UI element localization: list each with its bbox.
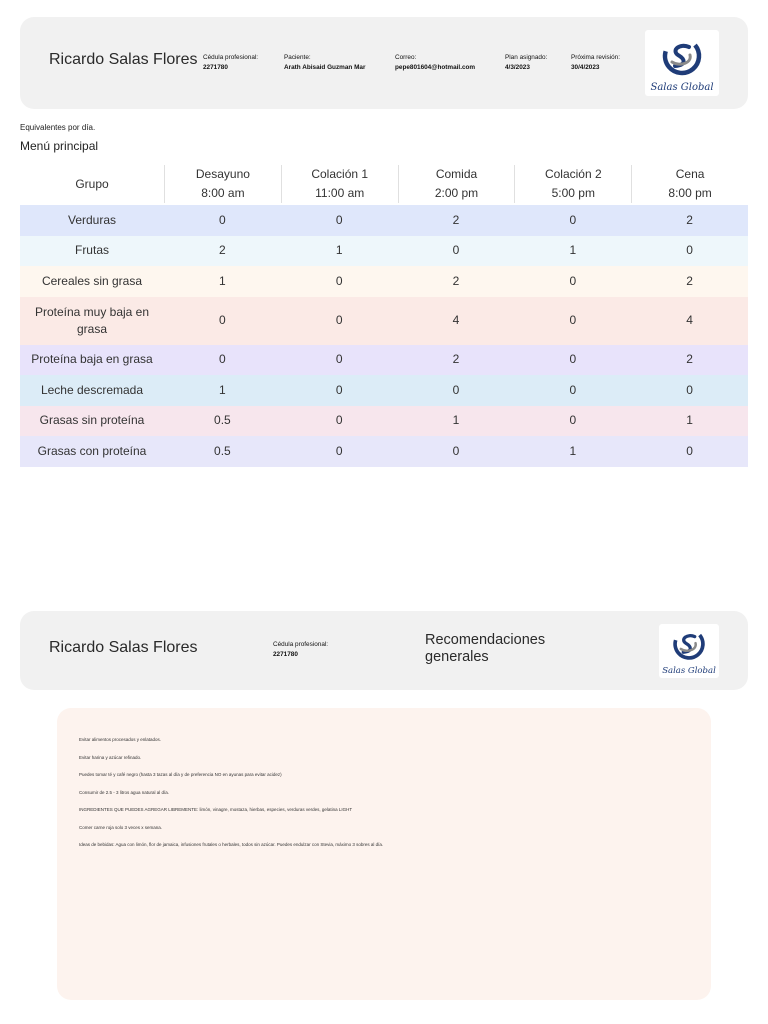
value-cell: 1: [686, 413, 693, 428]
salas-global-logo: [659, 624, 719, 678]
column-header: Colación 1 11:00 am: [281, 163, 398, 205]
value-cell: 0: [335, 212, 343, 227]
cedula-value: 2271780: [273, 651, 298, 658]
table-row: [20, 375, 748, 406]
value-cell: 0: [569, 273, 577, 288]
table-header-row: [20, 163, 748, 205]
logo-emblem-icon: [660, 34, 704, 78]
value-cell: 0: [452, 443, 460, 458]
value-cell: 1: [219, 273, 226, 288]
value-cell: 0: [335, 313, 343, 327]
paciente-value: Arath Abisaid Guzman Mar: [284, 64, 366, 71]
value-cell: 2: [686, 273, 693, 288]
group-cell: Grasas sin proteína: [39, 413, 145, 428]
paciente-field: [284, 53, 365, 73]
value-cell: 0: [686, 382, 693, 397]
group-cell: Grasas con proteína: [37, 443, 147, 458]
recommendations-title: Recomendaciones generales: [425, 632, 546, 665]
recommendation-item: INGREDIENTES QUE PUEDES AGREGAR LIBREMENTE: limón, vinagre, mostaza, hierbas, especies, verduras verdes, gelatina LIGHT: [79, 807, 353, 812]
doctor-name: Ricardo Salas Flores: [49, 639, 198, 656]
recommendation-item: Ideas de bebidas: Agua con limón, flor de jamaica, infusiones frutales o herbales, todos sin azúcar. Puedes endulzar con Stevia, máximo 3 sobres al día.: [79, 842, 384, 847]
column-header: Desayuno 8:00 am: [164, 163, 281, 205]
value-cell: 1: [452, 413, 460, 428]
column-header: Comida 2:00 pm: [398, 163, 515, 205]
value-cell: 2: [452, 212, 460, 227]
cedula-value: 2271780: [203, 64, 228, 71]
value-cell: 0: [335, 443, 343, 458]
logo-text: Salas Global: [662, 666, 716, 676]
value-cell: 0: [452, 382, 460, 397]
value-cell: 0.5: [214, 443, 231, 458]
plan-label: Plan asignado:: [505, 54, 548, 61]
revision-label: Próxima revisión:: [571, 54, 621, 61]
table-row: [20, 345, 748, 376]
value-cell: 0: [569, 382, 577, 397]
value-cell: 2: [219, 243, 226, 258]
value-cell: 4: [452, 313, 460, 327]
table-row: [20, 205, 748, 236]
value-cell: 0: [686, 443, 693, 458]
column-header: Colación 2 5:00 pm: [514, 163, 631, 205]
recommendation-item: Evitar alimentos procesados y enlatados.: [79, 737, 162, 742]
recommendation-item: Consumir de 2.5 - 3 litros agua natural al día.: [79, 789, 170, 795]
group-cell: Leche descremada: [40, 382, 144, 397]
group-cell: Proteína muy baja en grasa: [34, 304, 150, 336]
doctor-name: Ricardo Salas Flores: [49, 51, 198, 68]
value-cell: 0: [452, 243, 460, 258]
plan-field: [505, 53, 547, 73]
recommendation-item: Puedes tomar té y café negro (hasta 3 tazas al día y de preferencia NO en ayunas para evitar acidez): [79, 772, 282, 777]
value-cell: 4: [686, 313, 693, 327]
value-cell: 0: [686, 243, 693, 258]
value-cell: 0: [569, 212, 577, 227]
table-row: [20, 406, 748, 437]
revision-value: 30/4/2023: [571, 64, 600, 71]
recommendations-box: [57, 708, 711, 1000]
group-header: Grupo: [75, 176, 109, 191]
recommendation-item: Evitar harina y azúcar refinado.: [79, 754, 142, 760]
value-cell: 2: [686, 212, 693, 227]
recommendations-header: [20, 611, 748, 690]
value-cell: 1: [569, 243, 577, 258]
table-row: [20, 266, 748, 297]
group-cell: Cereales sin grasa: [41, 273, 143, 288]
value-cell: 0: [569, 352, 577, 367]
correo-value: pepe801604@hotmail.com: [395, 64, 476, 71]
group-cell: Proteína baja en grasa: [31, 352, 153, 367]
value-cell: 2: [686, 352, 693, 367]
value-cell: 0: [219, 212, 226, 227]
plan-value: 4/3/2023: [505, 64, 530, 71]
value-cell: 0: [335, 413, 343, 428]
group-cell: Frutas: [74, 243, 109, 258]
value-cell: 2: [452, 273, 460, 288]
recommendations-list: [79, 737, 383, 860]
doctor-header: [20, 17, 748, 109]
table-row: [20, 436, 748, 467]
revision-field: [571, 53, 620, 73]
correo-field: [395, 53, 475, 73]
logo-text: Salas Global: [650, 82, 714, 93]
value-cell: 2: [452, 352, 460, 367]
paciente-label: Paciente:: [284, 54, 311, 61]
value-cell: 0: [335, 352, 343, 367]
value-cell: 0.5: [214, 413, 231, 428]
cedula-field: [203, 53, 258, 73]
value-cell: 0: [335, 382, 343, 397]
correo-label: Correo:: [395, 54, 417, 61]
column-header: Cena 8:00 pm: [631, 163, 748, 205]
table-row: [20, 236, 748, 267]
table-row: [20, 297, 748, 345]
value-cell: 1: [335, 243, 343, 258]
salas-global-logo: [645, 30, 719, 96]
group-cell: Verduras: [67, 212, 117, 227]
recommendation-item: Comer carne roja solo 3 veces x semana.: [79, 824, 163, 830]
value-cell: 1: [219, 382, 226, 397]
value-cell: 0: [569, 313, 577, 327]
menu-table: [20, 163, 748, 467]
value-cell: 0: [219, 352, 226, 367]
value-cell: 1: [569, 443, 577, 458]
value-cell: 0: [219, 313, 226, 327]
cedula-label: Cédula profesional:: [203, 54, 259, 61]
menu-title: Menú principal: [20, 139, 99, 153]
value-cell: 0: [569, 413, 577, 428]
equivalentes-label: Equivalentes por día.: [20, 123, 96, 132]
cedula-label: Cédula profesional:: [273, 641, 329, 648]
logo-emblem-icon: [671, 626, 707, 662]
value-cell: 0: [335, 273, 343, 288]
cedula-field: [273, 640, 328, 660]
